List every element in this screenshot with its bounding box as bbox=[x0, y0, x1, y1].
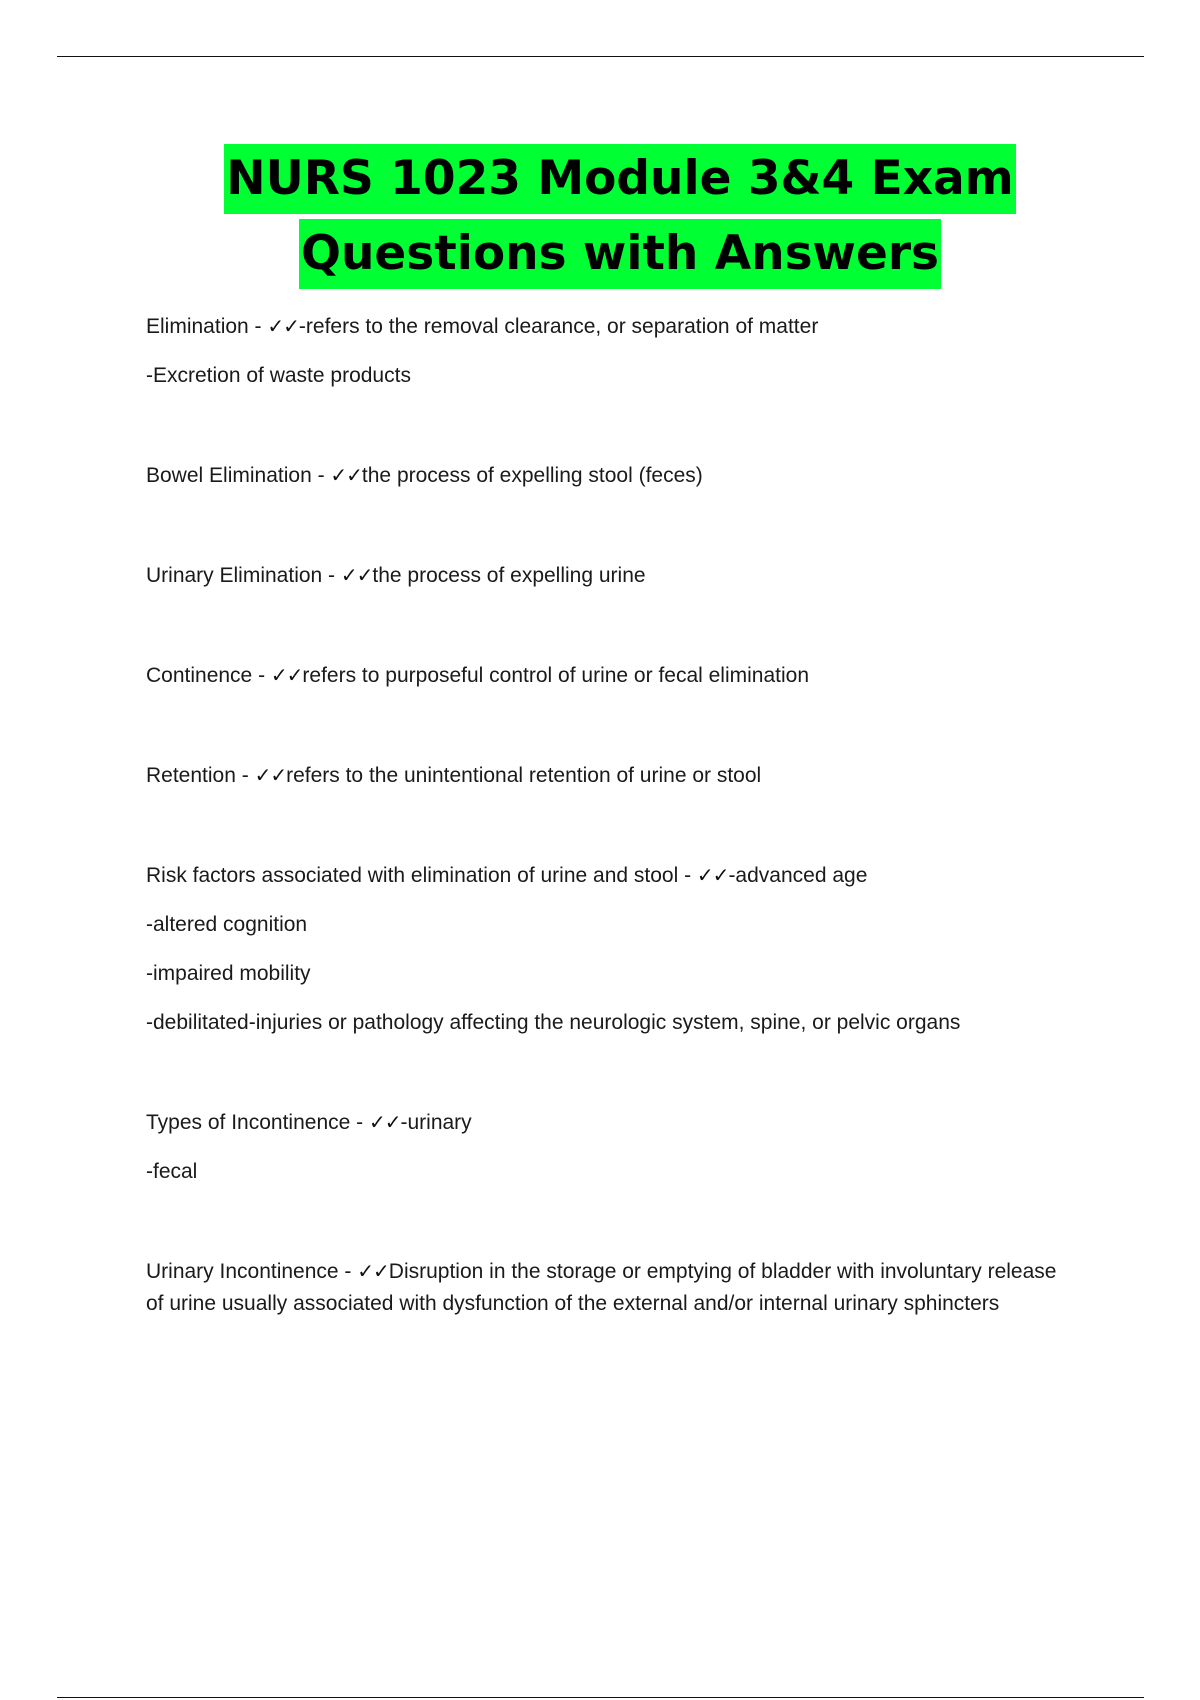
qa-answer-line: -debilitated-injuries or pathology affecting the neurologic system, spine, or pelvic organs bbox=[146, 1011, 961, 1034]
qa-entry bbox=[146, 759, 1066, 792]
document-title bbox=[0, 144, 1200, 294]
entry-spacer bbox=[146, 1205, 1066, 1255]
qa-term: Continence - bbox=[146, 664, 271, 687]
qa-first-line bbox=[146, 1255, 1066, 1320]
qa-answer: the process of expelling stool (feces) bbox=[361, 464, 703, 487]
qa-answer: -advanced age bbox=[728, 864, 868, 887]
title-line-1: NURS 1023 Module 3&4 Exam bbox=[224, 144, 1015, 214]
qa-entry bbox=[146, 559, 1066, 592]
qa-answer-line: -Excretion of waste products bbox=[146, 364, 411, 387]
entry-spacer bbox=[146, 709, 1066, 759]
qa-entry bbox=[146, 310, 1066, 392]
qa-term: Urinary Elimination - bbox=[146, 564, 341, 587]
qa-first-line bbox=[146, 459, 1066, 492]
qa-answer: refers to the unintentional retention of urine or stool bbox=[286, 764, 762, 787]
qa-answer: Disruption in the storage or emptying of bladder with involuntary release of urine usually associated with dysfunction of the external and/or internal urinary sphincters bbox=[146, 1260, 1057, 1315]
double-check-icon: ✓✓ bbox=[696, 863, 729, 887]
qa-term: Risk factors associated with elimination of urine and stool - bbox=[146, 864, 697, 887]
bottom-rule bbox=[57, 1697, 1144, 1698]
qa-term: Types of Incontinence - bbox=[146, 1111, 369, 1134]
qa-entry bbox=[146, 1255, 1066, 1320]
qa-first-line bbox=[146, 859, 1066, 892]
qa-first-line bbox=[146, 559, 1066, 592]
qa-first-line bbox=[146, 759, 1066, 792]
qa-term: Bowel Elimination - bbox=[146, 464, 331, 487]
title-line-2: Questions with Answers bbox=[299, 219, 941, 289]
double-check-icon: ✓✓ bbox=[270, 663, 303, 687]
double-check-icon: ✓✓ bbox=[254, 763, 287, 787]
qa-answer-line: -impaired mobility bbox=[146, 962, 311, 985]
qa-term: Retention - bbox=[146, 764, 255, 787]
qa-term: Elimination - bbox=[146, 315, 268, 338]
qa-first-line bbox=[146, 659, 1066, 692]
qa-answer: refers to purposeful control of urine or fecal elimination bbox=[302, 664, 810, 687]
double-check-icon: ✓✓ bbox=[330, 463, 362, 487]
double-check-icon: ✓✓ bbox=[340, 563, 373, 587]
qa-list bbox=[146, 310, 1066, 1320]
qa-answer: -urinary bbox=[400, 1111, 472, 1134]
qa-entry bbox=[146, 459, 1066, 492]
entry-spacer bbox=[146, 609, 1066, 659]
double-check-icon: ✓✓ bbox=[368, 1110, 401, 1134]
double-check-icon: ✓✓ bbox=[267, 314, 299, 338]
qa-answer-line: -fecal bbox=[146, 1160, 198, 1183]
double-check-icon: ✓✓ bbox=[357, 1259, 389, 1283]
qa-entry bbox=[146, 659, 1066, 692]
entry-spacer bbox=[146, 409, 1066, 459]
qa-answer: the process of expelling urine bbox=[372, 564, 646, 587]
top-rule bbox=[57, 56, 1144, 57]
qa-answer: -refers to the removal clearance, or separation of matter bbox=[298, 315, 819, 338]
entry-spacer bbox=[146, 1056, 1066, 1106]
qa-entry bbox=[146, 1106, 1066, 1188]
qa-term: Urinary Incontinence - bbox=[146, 1260, 358, 1283]
qa-first-line bbox=[146, 310, 1066, 343]
entry-spacer bbox=[146, 809, 1066, 859]
entry-spacer bbox=[146, 509, 1066, 559]
qa-first-line bbox=[146, 1106, 1066, 1139]
qa-entry bbox=[146, 859, 1066, 1039]
qa-answer-line: -altered cognition bbox=[146, 913, 308, 936]
